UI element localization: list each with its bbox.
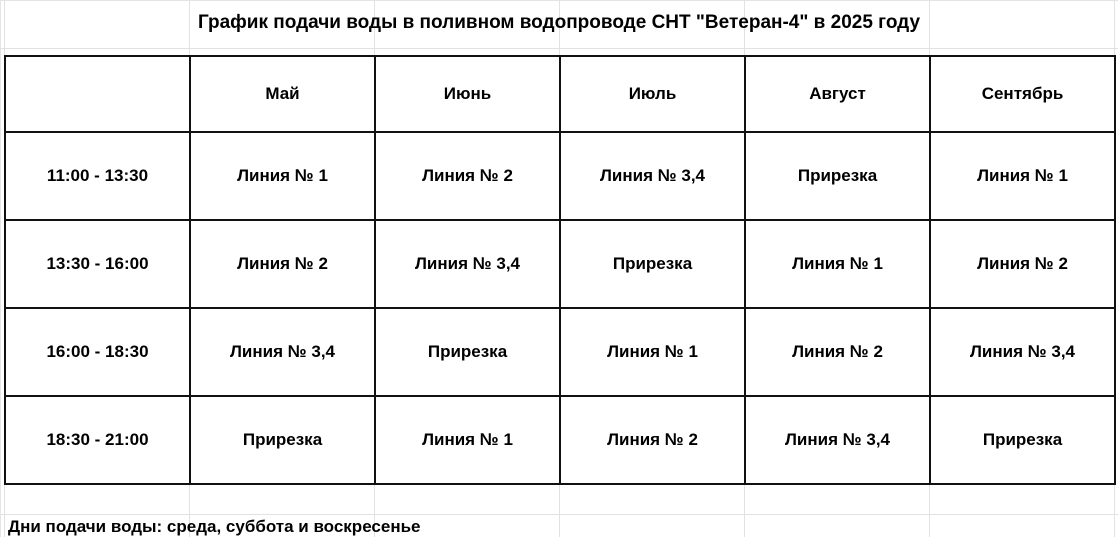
schedule-cell[interactable]: Линия № 1: [745, 220, 930, 308]
time-slot-cell[interactable]: 16:00 - 18:30: [5, 308, 190, 396]
schedule-cell[interactable]: Линия № 1: [375, 396, 560, 484]
schedule-cell[interactable]: Прирезка: [930, 396, 1115, 484]
grid-line: [0, 514, 1118, 515]
month-header-june[interactable]: Июнь: [375, 56, 560, 132]
month-header-september[interactable]: Сентябрь: [930, 56, 1115, 132]
schedule-cell[interactable]: Линия № 1: [190, 132, 375, 220]
schedule-cell[interactable]: Линия № 2: [560, 396, 745, 484]
grid-line: [0, 48, 1118, 49]
header-row: [5, 56, 1115, 132]
schedule-cell[interactable]: Прирезка: [560, 220, 745, 308]
table-row: [5, 132, 1115, 220]
schedule-cell[interactable]: Прирезка: [190, 396, 375, 484]
month-header-may[interactable]: Май: [190, 56, 375, 132]
schedule-cell[interactable]: Линия № 3,4: [190, 308, 375, 396]
schedule-cell[interactable]: Линия № 3,4: [375, 220, 560, 308]
month-header-august[interactable]: Август: [745, 56, 930, 132]
schedule-cell[interactable]: Линия № 1: [560, 308, 745, 396]
month-header-july[interactable]: Июль: [560, 56, 745, 132]
table-row: [5, 220, 1115, 308]
time-slot-cell[interactable]: 11:00 - 13:30: [5, 132, 190, 220]
schedule-cell[interactable]: Линия № 3,4: [930, 308, 1115, 396]
schedule-cell[interactable]: Прирезка: [375, 308, 560, 396]
schedule-cell[interactable]: Линия № 2: [375, 132, 560, 220]
schedule-cell[interactable]: Линия № 3,4: [745, 396, 930, 484]
time-slot-cell[interactable]: 13:30 - 16:00: [5, 220, 190, 308]
table-row: [5, 396, 1115, 484]
corner-cell[interactable]: [5, 56, 190, 132]
schedule-cell[interactable]: Линия № 2: [190, 220, 375, 308]
page-title: График подачи воды в поливном водопроводе СНТ "Ветеран-4" в 2025 году: [197, 12, 921, 33]
schedule-cell[interactable]: Линия № 2: [745, 308, 930, 396]
table-row: [5, 308, 1115, 396]
schedule-cell[interactable]: Линия № 1: [930, 132, 1115, 220]
schedule-cell[interactable]: Линия № 3,4: [560, 132, 745, 220]
time-slot-cell[interactable]: 18:30 - 21:00: [5, 396, 190, 484]
footer-note[interactable]: Дни подачи воды: среда, суббота и воскресенье: [8, 517, 421, 536]
schedule-cell[interactable]: Линия № 2: [930, 220, 1115, 308]
schedule-cell[interactable]: Прирезка: [745, 132, 930, 220]
schedule-table: [4, 55, 1116, 485]
